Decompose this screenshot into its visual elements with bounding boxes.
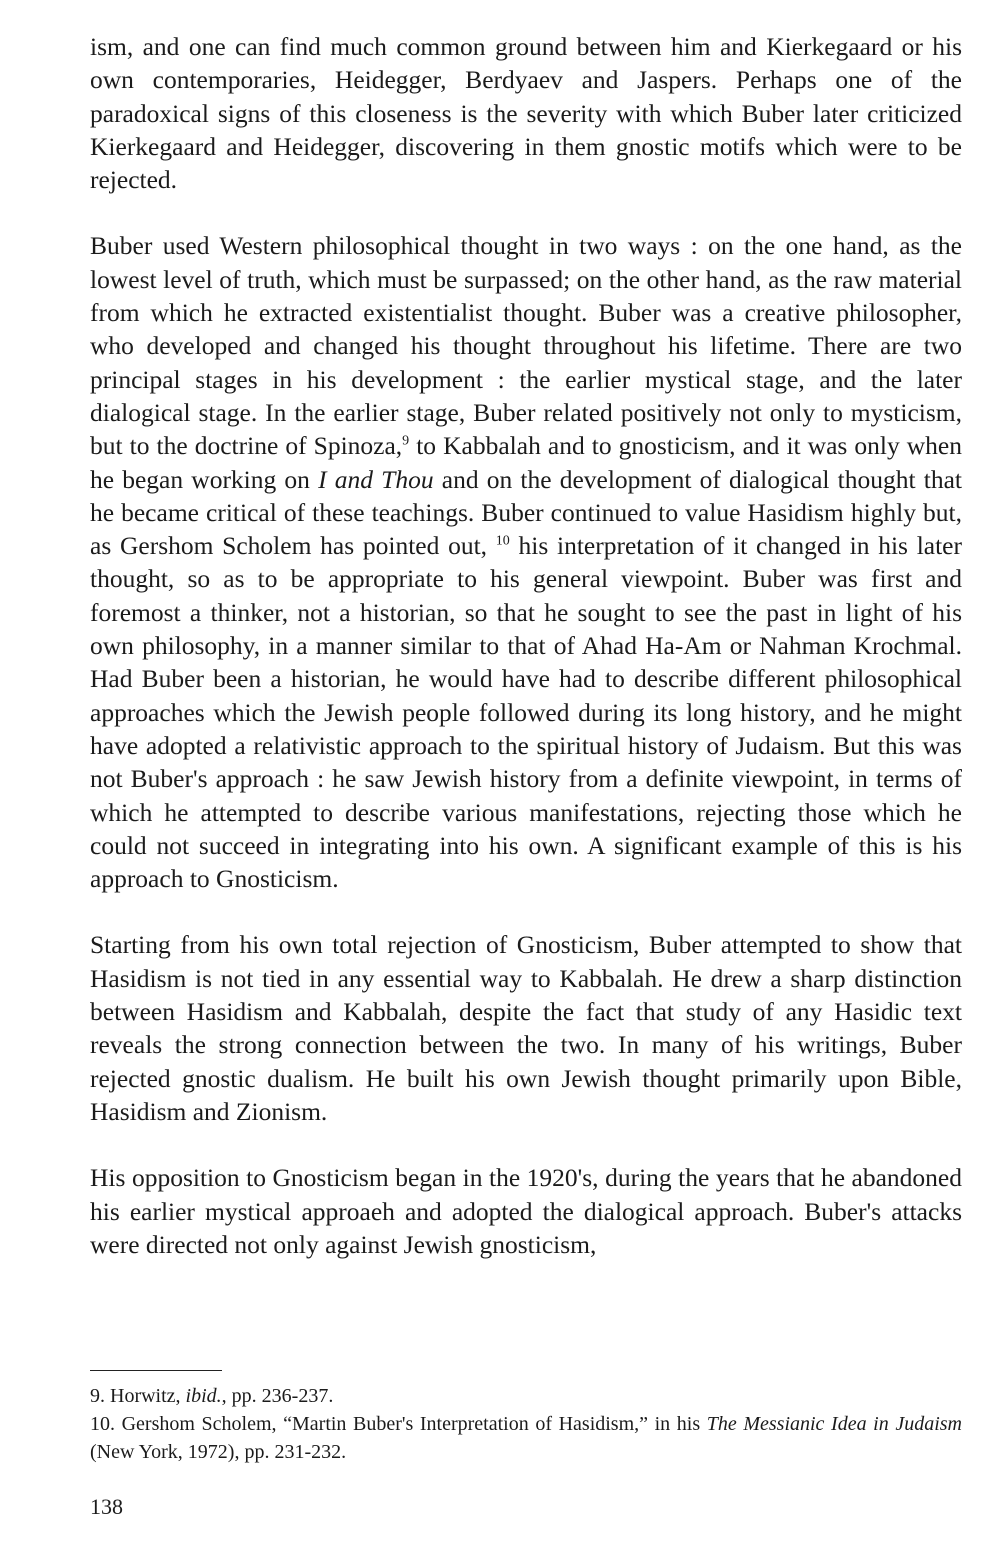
footnote-9-text-a: 9. Horwitz, <box>90 1385 186 1407</box>
footnote-10-text-a: 10. Gershom Scholem, “Martin Buber's Interpretation of Hasidism,” in his <box>90 1413 707 1435</box>
work-title-i-and-thou: I and Thou <box>318 464 434 494</box>
paragraph-3: Starting from his own total rejection of Gnosticism, Buber attempted to show that Hasidism is not tied in any essential way to Kabbalah. He drew a sharp distinction between Hasidism and Kabbalah, despite the fact that study of any Hasidic text reveals the strong connection between the two. In many of his writings, Buber rejected gnostic dualism. He built his own Jewish thought primarily upon Bible, Hasidism and Zionism. <box>90 930 962 1126</box>
footnote-9 <box>90 1382 962 1410</box>
footnotes <box>90 1382 962 1466</box>
paragraph-2-text-b: to Kabbalah and to gnosticism, and it was only when he began working on <box>90 431 962 494</box>
paragraph-2-text-a: Buber used Western philosophical thought in two ways : on the one hand, as the lowest level of truth, which must be surpassed; on the other hand, as the raw material from which he extracted existentialist thought. Buber was a creative philosopher, who developed and changed his thought throughout his lifetime. There are two principal stages in his development : the earlier mystical stage, and the later dialogical stage. In the earlier stage, Buber related positively not only to mysticism, but to the doctrine of Spinoza, <box>90 231 962 461</box>
paragraph-1: ism, and one can find much common ground between him and Kierkegaard or his own contemporaries, Heidegger, Berdyaev and Jaspers. Perhaps one of the paradoxical signs of this closeness is the severity with which Buber later criticized Kierkegaard and Heidegger, discovering in them gnostic motifs which were to be rejected. <box>90 32 962 195</box>
page-body <box>90 30 962 1261</box>
paragraph-2-text-c: and on the development of dialogical thought that he became critical of these teachings. Buber continued to value Hasidism highly but, as Gershom Scholem has pointed out, <box>90 464 962 561</box>
paragraph-4: His opposition to Gnosticism began in the 1920's, during the years that he abandoned his earlier mystical approaeh and adopted the dialogical approach. Buber's attacks were directed not only against Jewish gnosticism, <box>90 1163 962 1259</box>
footnote-ref-10: 10 <box>495 533 510 549</box>
footnote-10 <box>90 1410 962 1466</box>
footnote-10-text-b: (New York, 1972), pp. 231-232. <box>90 1441 347 1463</box>
footnote-ref-9: 9 <box>402 433 410 449</box>
footnote-10-book-title: The Messianic Idea in Judaism <box>706 1413 962 1435</box>
footnote-9-ibid: ibid. <box>185 1385 222 1407</box>
paragraph-2-text-d: his interpretation of it changed in his later thought, so as to be appropriate to his general viewpoint. Buber was first and foremost a thinker, not a historian, so that he sought to see the past in light of his own philosophy, in a manner similar to that of Ahad Ha-Am or Nahman Krochmal. Had Buber been a historian, he would have had to describe different philosophical approaches which the Jewish people followed during its long history, and he might have adopted a relativistic approach to the spiritual history of Judaism. But this was not Buber's approach : he saw Jewish history from a definite viewpoint, in terms of which he attempted to describe various manifestations, rejecting those which he could not succeed in integrating into his own. A significant example of this is his approach to Gnosticism. <box>90 531 962 894</box>
footnote-9-text-b: , pp. 236-237. <box>221 1385 334 1407</box>
paragraph-2 <box>90 229 962 895</box>
page-number: 138 <box>90 1494 123 1519</box>
footnote-divider <box>90 1370 222 1371</box>
